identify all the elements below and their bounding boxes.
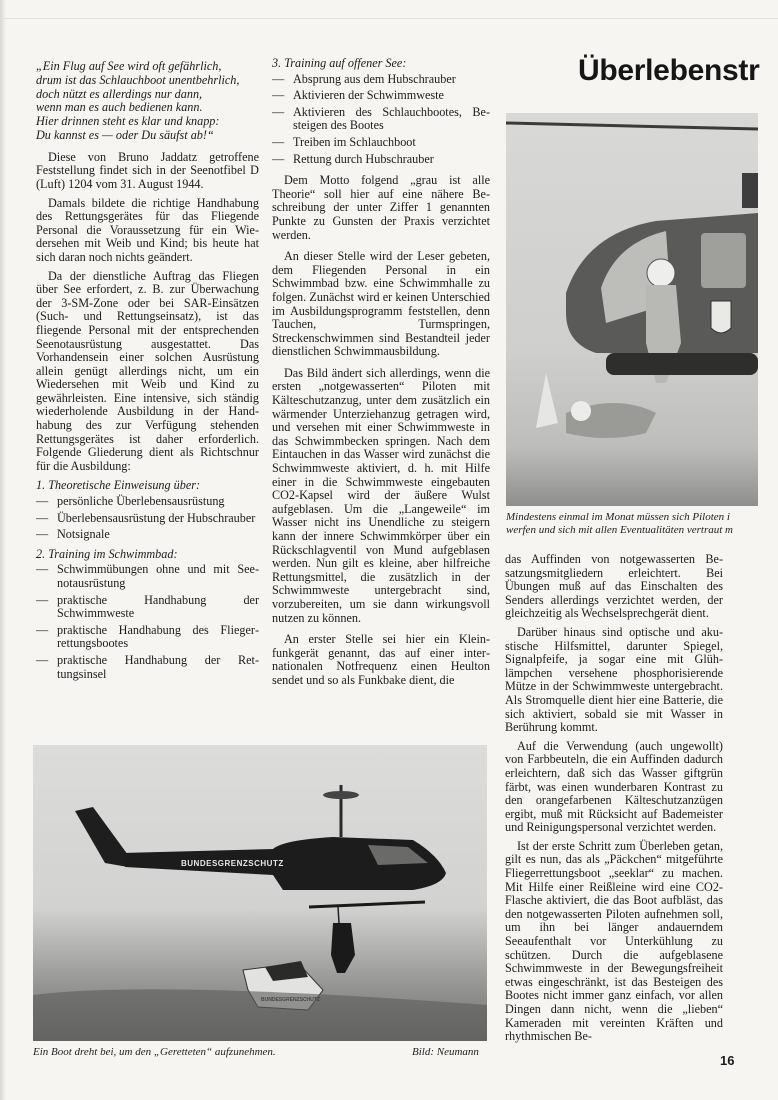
list-open-sea	[272, 73, 490, 167]
list-item: — Rettung durch Hubschrauber	[272, 153, 490, 167]
paragraph: Dem Motto folgend „grau ist alle Theorie“ soll hier auf eine nähere Beschreibung der unter Ziffer 1 genannten Punkte zu Gunsten der Praxis verzichtet werden.	[272, 173, 490, 242]
section-heading-theory: 1. Theoretische Einweisung über:	[36, 478, 201, 493]
poem-line: Hier drinnen steht es klar und knapp:	[36, 114, 220, 129]
paragraph: Damals bildete die richtige Handhabung des Rettungsgerätes für das Fliegende Personal die Voraussetzung für ein Wiedersehen mit Weib und Kind; bis heute hat sich daran noch nichts geändert.	[36, 195, 259, 264]
list-item: — praktische Handhabung der Rettungsinsel	[36, 654, 259, 681]
list-item: — Schwimmübungen ohne und mit Seenotausrüstung	[36, 563, 259, 590]
scan-top-rule	[0, 18, 778, 19]
paragraph: Das Bild ändert sich allerdings, wenn die ersten „notgewasserten“ Piloten mit Kälteschutzanzug, unter dem zusätzlich ein wärmender Unterziehanzug getragen wird, und versehen mit einer Schwimmweste in das Schwimmbecken springen. Nach dem Eintauchen in das Wasser wird zunächst die Schwimmweste aktiviert, d. h. mit Hilfe einer in die Schwimmweste eingebauten CO2-Kapsel wird der äußere Wulst aufgeblasen. Um die „Langeweile“ im Wasser nicht ins Unendliche zu steigern kann der innere Schwimmkörper über ein Rückschlagventil von Mund aufgeblasen werden. Nun gilt es kleine, aber hilfreiche Rettungsmittel, die zusätzlich in der Schwimmweste untergebracht sind, vorzubereiten, um sie dann wirkungsvoll nutzen zu können.	[272, 365, 490, 625]
list-item: — praktische Handhabung der Schwimmweste	[36, 594, 259, 621]
helicopter-marking: BUNDESGRENZSCHUTZ	[181, 859, 284, 868]
column-3	[505, 553, 723, 1049]
sea-waves	[33, 989, 487, 1041]
list-item: — Notsignale	[36, 528, 259, 542]
epigraph-poem	[36, 60, 259, 143]
list-item: — praktische Handhabung des Fliegerrettungsbootes	[36, 624, 259, 651]
side-window	[701, 233, 746, 288]
page-number: 16	[720, 1053, 735, 1068]
article-headline: Überlebenstr	[578, 54, 760, 87]
caption-line: werfen und sich mit allen Eventualitäten vertraut m	[506, 524, 733, 536]
rotor-blade	[506, 123, 758, 129]
tail-fin	[75, 807, 128, 867]
paragraph: Auf die Verwendung (auch ungewollt) von Farbbeuteln, die ein Auffinden dadurch erleichtern, daß sich das Wasser giftgrün färbt, was einen wunderbaren Kontrast zu den orangefarbenen Kälteschutzanzügen ergibt, muß mit Rücksicht auf Bademeister und Reinigungspersonal verzichtet werden.	[505, 738, 723, 835]
paragraph: Darüber hinaus sind optische und akustische Hilfsmittel, darunter Spiegel, Signalpfeife, ja sogar eine mit Glühlämpchen versehene phosphorisierende Mütze in der Schwimmweste untergebracht. Als Stromquelle dient hier eine Batterie, die sich aktiviert, sobald sie mit Wasser in Berührung kommt.	[505, 624, 723, 735]
column-2	[272, 57, 490, 693]
list-pool	[36, 563, 259, 681]
caption-line: Mindestens einmal im Monat müssen sich Piloten i	[506, 511, 730, 523]
paragraph: Diese von Bruno Jaddatz getroffene Feststellung findet sich in der Seenotfibel D (Luft) 1204 vom 31. August 1944.	[36, 149, 259, 191]
photo-helicopter-rescue	[33, 745, 487, 1041]
landing-skid	[309, 902, 425, 907]
scan-edge	[0, 0, 6, 1100]
list-item: — Aktivieren des Schlauchbootes, Besteigen des Bootes	[272, 106, 490, 133]
photo-pool-training	[506, 113, 758, 506]
poem-line: doch nützt es allerdings nur dann,	[36, 86, 203, 101]
paragraph: das Auffinden von notgewasserten Besatzungsmitgliedern erleichtert. Bei Übungen muß auf das Einschalten des Senders allerdings verzichtet werden, der gleichzeitig als Wechselsprechgerät dient.	[505, 552, 723, 621]
column-1	[36, 60, 259, 684]
paragraph: An erster Stelle sei hier ein Kleinfunkgerät genannt, das auf einer internationalen Notfrequenz einen Heulton sendet und so als Funkbake dient, die	[272, 632, 490, 687]
list-item: — persönliche Überlebensausrüstung	[36, 495, 259, 509]
list-item: — Treiben im Schlauchboot	[272, 136, 490, 150]
floating-pilot-helmet	[571, 401, 591, 421]
photo-credit: Bild: Neumann	[412, 1046, 479, 1058]
section-heading-open-sea: 3. Training auf offener See:	[272, 56, 407, 70]
eagle-emblem	[711, 301, 731, 333]
flotation-skid	[606, 353, 758, 375]
list-item: — Absprung aus dem Hubschrauber	[272, 73, 490, 87]
poem-line: wenn man es auch bedienen kann.	[36, 100, 203, 115]
photo-bottom-caption: Ein Boot dreht bei, um den „Geretteten“ aufzunehmen.	[33, 1046, 276, 1058]
splash	[536, 373, 558, 428]
poem-line: Du kannst es — oder Du säufst ab!“	[36, 127, 214, 142]
photo-right-caption	[506, 511, 778, 537]
poem-line: „Ein Flug auf See wird oft gefährlich,	[36, 59, 222, 73]
list-theory	[36, 495, 259, 542]
section-heading-pool: 2. Training im Schwimmbad:	[36, 546, 178, 561]
hoisted-persons	[331, 923, 355, 973]
paragraph: An dieser Stelle wird der Leser gebeten, dem Fliegenden Personal in ein Schwimmbad bzw. eine Schwimmhalle zu folgen. Zunächst wird er keinen Unterschied im Ausbildungsprogramm feststellen, denn Tauchen, Turmspringen, Streckenschwimmen sind Bestandteil jeder dienstlichen Schwimmausbildung.	[272, 249, 490, 359]
paragraph: Ist der erste Schritt zum Überleben getan, gilt es nun, das als „Päckchen“ mitgeführte Fliegerrettungsboot „seeklar“ zu machen. Mit Hilfe einer Reißleine wird eine CO2-Flasche aktiviert, die das Boot aufbläst, das den notgewasserten Piloten aufnehmen soll, um ihn bei länger andauerndem Seeaufenthalt vor Unterkühlung zu schützen. Durch die aufgeblasene Schwimmweste in der Bewegungsfreiheit etwas eingeschränkt, ist das Besteigen des Bootes nicht immer ganz einfach, vor allen Dingen dann nicht, wenn die „lieben“ Kameraden mit vereinten Kräften und rhythmischen Be-	[505, 838, 723, 1044]
list-item: — Aktivieren der Schwimmweste	[272, 89, 490, 103]
hoist-cable	[338, 907, 339, 923]
pilot-helmet	[647, 259, 675, 287]
rotor-mast	[742, 173, 758, 208]
paragraph: Da der dienstliche Auftrag das Fliegen über See erfordert, z. B. zur Überwachung der 3-SM-Zone oder bei SAR-Einsätzen (Such- und Rettungseinsatz), ist das fliegende Personal mit der entsprechenden Seenotausrüstung ausgestattet. Das Vorhandensein einer solchen Ausrüstung allein genügt allerdings nicht, um ein Wiedersehen mit Weib und Kind zu gewährleisten. Eine intensive, sich ständig wiederholende Ausbildung in der Handhabung des zur Verfügung stehenden Rettungsgerätes ist daher erforderlich. Folgende Gliederung dient als Richtschnur für die Ausbildung:	[36, 268, 259, 473]
helicopter-rescue-illustration	[33, 745, 487, 1041]
list-item: — Überlebensausrüstung der Hubschrauber	[36, 512, 259, 526]
pool-training-illustration	[506, 113, 758, 506]
poem-line: drum ist das Schlauchboot unentbehrlich,	[36, 72, 240, 87]
rotor-hub	[323, 791, 359, 799]
